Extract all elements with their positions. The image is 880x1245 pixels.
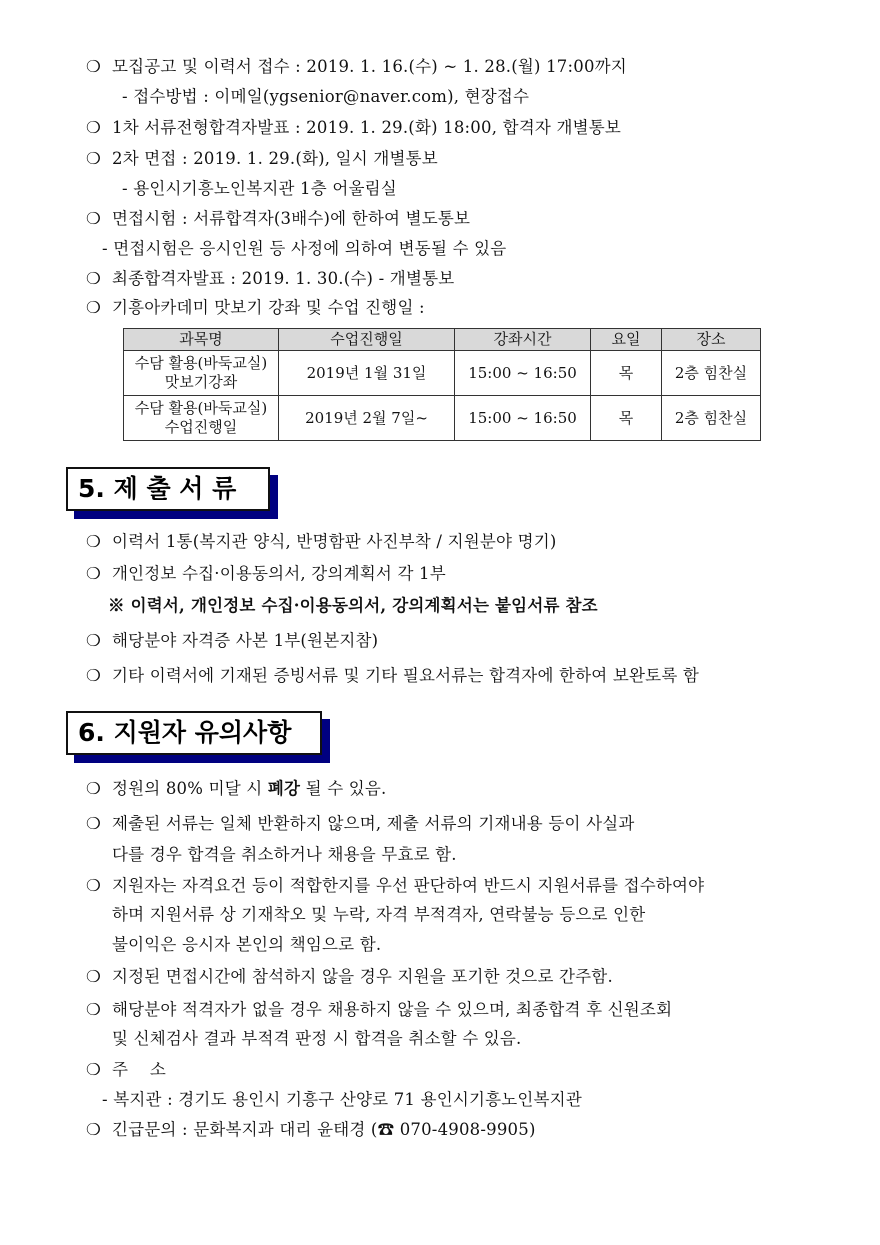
notice-text: 될 수 있음. (300, 779, 387, 798)
cell-time: 15:00 ~ 16:50 (455, 396, 591, 441)
notice-text: 정원의 80% 미달 시 (112, 779, 268, 798)
bullet-icon: ❍ (86, 876, 101, 895)
notice-item-cancel (86, 777, 387, 801)
header-subject: 과목명 (124, 329, 279, 351)
schedule-text: - 접수방법 : 이메일(ygsenior@naver.com), 현장접수 (122, 87, 530, 106)
bullet-icon: ❍ (86, 1060, 101, 1079)
section5-header (66, 467, 270, 511)
header-day: 요일 (591, 329, 662, 351)
bullet-icon: ❍ (86, 298, 101, 317)
bullet-icon: ❍ (86, 57, 101, 76)
header-date: 수업진행일 (279, 329, 455, 351)
section6-title: 6. 지원자 유의사항 (78, 718, 292, 747)
document-note (108, 594, 598, 618)
notice-item-documents (86, 812, 634, 836)
notice-item-documents-cont (112, 843, 457, 867)
schedule-item-interview (86, 147, 438, 171)
schedule-text: 모집공고 및 이력서 접수 : 2019. 1. 16.(수) ~ 1. 28.(월) 17:00까지 (112, 57, 627, 76)
schedule-text: 2차 면접 : 2019. 1. 29.(화), 일시 개별통보 (112, 149, 438, 168)
subject-line: 수담 활용(바둑교실) (134, 399, 268, 417)
schedule-item-academy (86, 296, 425, 320)
notice-text: 제출된 서류는 일체 반환하지 않으며, 제출 서류의 기재내용 등이 사실과 (112, 814, 635, 833)
notice-text: 주 소 (112, 1060, 167, 1079)
notice-item-no-qualified-cont (112, 1027, 522, 1051)
bullet-icon: ❍ (86, 269, 101, 288)
class-schedule-table (123, 328, 761, 441)
notice-text: 및 신체검사 결과 부적격 판정 시 합격을 취소할 수 있음. (112, 1029, 522, 1048)
notice-item-address-label (86, 1058, 166, 1082)
notice-text: 지원자는 자격요건 등이 적합한지를 우선 판단하여 반드시 지원서류를 접수하여야 (112, 876, 705, 895)
header-time: 강좌시간 (455, 329, 591, 351)
subject-line: 맛보기강좌 (164, 373, 238, 391)
subject-line: 수업진행일 (164, 418, 238, 436)
bullet-icon: ❍ (86, 631, 101, 650)
document-text: 해당분야 자격증 사본 1부(원본지참) (112, 631, 379, 650)
schedule-item-first-round (86, 116, 621, 140)
table-header-row (124, 329, 761, 351)
bullet-icon: ❍ (86, 209, 101, 228)
schedule-item-final (86, 267, 454, 291)
cell-day: 목 (591, 396, 662, 441)
section6-header (66, 711, 322, 755)
notice-item-eligibility (86, 874, 704, 898)
notice-item-no-qualified (86, 998, 672, 1022)
bullet-icon: ❍ (86, 1000, 101, 1019)
notice-item-eligibility-cont (112, 933, 381, 957)
table-row (124, 396, 761, 441)
notice-text: 지정된 면접시간에 참석하지 않을 경우 지원을 포기한 것으로 간주함. (112, 967, 613, 986)
bullet-icon: ❍ (86, 967, 101, 986)
cell-time: 15:00 ~ 16:50 (455, 351, 591, 396)
cell-subject (124, 351, 279, 396)
document-item-other (86, 664, 699, 688)
table-row (124, 351, 761, 396)
bullet-icon: ❍ (86, 564, 101, 583)
notice-text: 다를 경우 합격을 취소하거나 채용을 무효로 함. (112, 845, 457, 864)
address-text: - 복지관 : 경기도 용인시 기흥구 산양로 71 용인시기흥노인복지관 (102, 1090, 582, 1109)
notice-text: 해당분야 적격자가 없을 경우 채용하지 않을 수 있으며, 최종합격 후 신원조회 (112, 1000, 673, 1019)
bullet-icon: ❍ (86, 814, 101, 833)
schedule-text: 면접시험 : 서류합격자(3배수)에 한하여 별도통보 (112, 209, 471, 228)
subject-line: 수담 활용(바둑교실) (134, 354, 268, 372)
schedule-text: 기흥아카데미 맛보기 강좌 및 수업 진행일 : (112, 298, 425, 317)
document-text: 기타 이력서에 기재된 증빙서류 및 기타 필요서류는 합격자에 한하여 보완토록 함 (112, 666, 700, 685)
schedule-item-interview-test (86, 207, 470, 231)
header-place: 장소 (662, 329, 761, 351)
cell-place: 2층 힘찬실 (662, 396, 761, 441)
bullet-icon: ❍ (86, 149, 101, 168)
schedule-text: 최종합격자발표 : 2019. 1. 30.(수) - 개별통보 (112, 269, 455, 288)
notice-bold-text: 폐강 (267, 779, 301, 798)
section5-title: 5. 제 출 서 류 (78, 474, 237, 503)
bullet-icon: ❍ (86, 118, 101, 137)
cell-date: 2019년 2월 7일~ (279, 396, 455, 441)
document-note-text: ※ 이력서, 개인정보 수집·이용동의서, 강의계획서는 붙임서류 참조 (108, 596, 598, 615)
cell-day: 목 (591, 351, 662, 396)
document-text: 이력서 1통(복지관 양식, 반명함판 사진부착 / 지원분야 명기) (112, 532, 557, 551)
document-item-consent (86, 562, 446, 586)
notice-item-address (102, 1088, 582, 1112)
bullet-icon: ❍ (86, 666, 101, 685)
notice-item-eligibility-cont (112, 903, 645, 927)
contact-text: 긴급문의 : 문화복지과 대리 윤태경 (☎ 070-4908-9905) (112, 1120, 536, 1139)
schedule-item-interview-note (102, 237, 506, 261)
schedule-item-interview-place (122, 177, 397, 201)
cell-place: 2층 힘찬실 (662, 351, 761, 396)
notice-text: 불이익은 응시자 본인의 책임으로 함. (112, 935, 382, 954)
bullet-icon: ❍ (86, 779, 101, 798)
schedule-item-method (122, 85, 529, 109)
notice-item-contact (86, 1118, 536, 1142)
document-item-license (86, 629, 378, 653)
schedule-text: - 용인시기흥노인복지관 1층 어울림실 (122, 179, 397, 198)
schedule-text: - 면접시험은 응시인원 등 사정에 의하여 변동될 수 있음 (102, 239, 507, 258)
document-text: 개인정보 수집·이용동의서, 강의계획서 각 1부 (112, 564, 446, 583)
notice-item-absence (86, 965, 613, 989)
cell-subject (124, 396, 279, 441)
schedule-item-application (86, 55, 627, 79)
schedule-text: 1차 서류전형합격자발표 : 2019. 1. 29.(화) 18:00, 합격자 개별통보 (112, 118, 622, 137)
notice-text: 하며 지원서류 상 기재착오 및 누락, 자격 부적격자, 연락불능 등으로 인한 (112, 905, 646, 924)
cell-date: 2019년 1월 31일 (279, 351, 455, 396)
bullet-icon: ❍ (86, 1120, 101, 1139)
bullet-icon: ❍ (86, 532, 101, 551)
document-item-resume (86, 530, 557, 554)
